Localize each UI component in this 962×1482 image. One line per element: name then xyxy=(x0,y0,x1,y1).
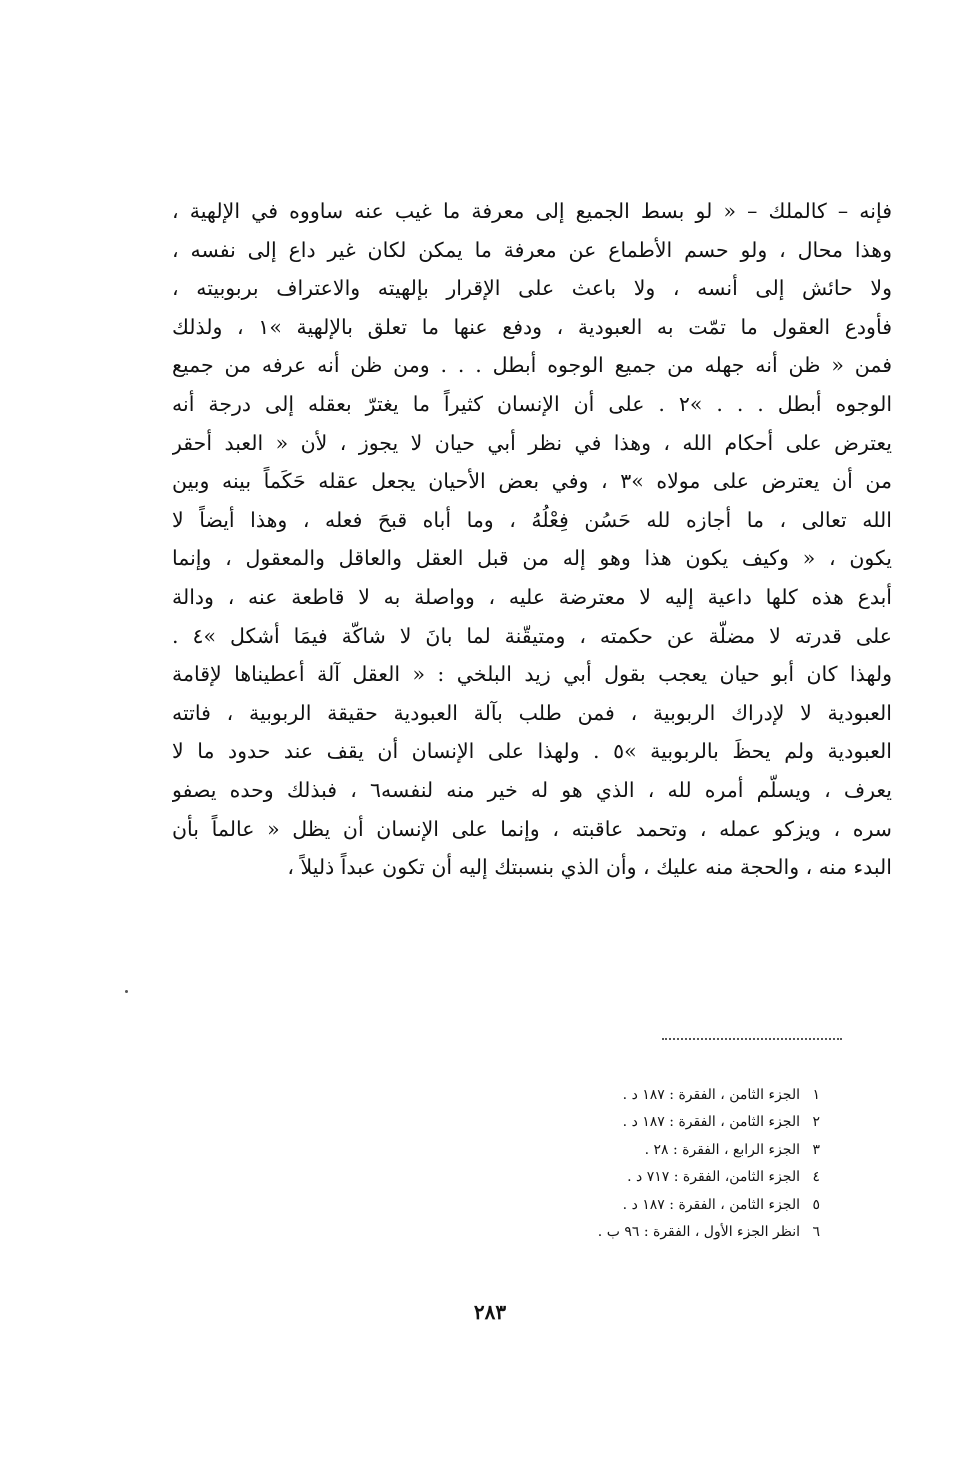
footnote-text: الجزء الرابع ، الفقرة : ٢٨ . xyxy=(644,1141,800,1158)
main-text-block xyxy=(172,192,892,887)
footnote-number: ٦ xyxy=(812,1223,820,1240)
page-number: ٢٨٣ xyxy=(473,1300,507,1324)
text-line-9: الله تعالى ، ما أجازه لله حَسُن فِعْلُهُ ، وما أباه قبحَ فعله ، وهذا أيضاً لا xyxy=(172,507,892,532)
footnote-number: ١ xyxy=(812,1087,820,1103)
text-line-17: سره ، ويزكو عمله ، وتحمد عاقبته ، وإنما على الإنسان أن يظل « عالماً بأن xyxy=(172,816,892,841)
scan-speck xyxy=(125,990,128,993)
footnote-text: انظر الجزء الأول ، الفقرة : ٩٦ ب . xyxy=(597,1223,800,1240)
text-line-12: على قدرته لا مضلّة عن حكمته ، ومتيقّنة لما بانَ لا شاكّة فيمَا أشكل »٤ . xyxy=(172,623,892,648)
footnote-item xyxy=(420,1219,820,1246)
footnote-text: الجزء الثامن ، الفقرة : ١٨٧ د . xyxy=(622,1114,800,1131)
footnote-item xyxy=(420,1082,820,1109)
text-line-7: يعترض على أحكام الله ، وهذا في نظر أبي حيان لا يجوز ، لأن « العبد أحقر xyxy=(172,430,892,455)
footnote-item xyxy=(420,1109,820,1136)
footnote-text: الجزء الثامن ، الفقرة : ١٨٧ د . xyxy=(622,1087,800,1103)
text-line-16: يعرف ، ويسلّم أمره لله ، الذي هو له خير منه لنفسه٦ ، فبذلك وحده يصفو xyxy=(172,777,892,802)
text-line-4: فأودع العقول ما تمّت به العبودية ، ودفع عنها ما تعلق بالإلهية »١ ، ولذلك xyxy=(172,314,892,339)
text-line-5: فمن « ظن أنه جهله من جميع الوجوه أبطل . . . ومن ظن أنه عرفه من جميع xyxy=(172,353,892,378)
footnote-separator xyxy=(662,1038,842,1040)
footnote-item xyxy=(420,1164,820,1191)
text-line-3: ولا حائش إلى أنسه ، ولا باعث على الإقرار بإلهيته والاعتراف بربوبيته ، xyxy=(172,276,892,301)
text-line-18: البدء منه ، والحجة منه عليك ، وأن الذي بنسبتك إليه أن تكون عبداً ذليلاً ، xyxy=(287,855,892,880)
text-line-6: الوجوه أبطل . . . »٢ . على أن الإنسان كثيراً ما يغترّ بعقله إلى درجة أنه xyxy=(172,391,892,416)
footnote-number: ٥ xyxy=(812,1196,820,1213)
text-line-2: وهذا محال ، ولو حسم الأطماع عن معرفة ما يمكن لكان غير داع إلى نفسه ، xyxy=(172,237,892,262)
text-line-15: العبودية ولم يحظَ بالربوبية »٥ . ولهذا على الإنسان أن يقف عند حدود ما لا xyxy=(172,739,892,764)
footnote-text: الجزء الثامن، الفقرة : ٧١٧ د . xyxy=(627,1169,800,1186)
footnote-number: ٤ xyxy=(812,1169,820,1186)
text-line-1: فإنه – كالملك – « لو بسط الجميع إلى معرفة ما غيب عنه ساووه في الإلهية ، xyxy=(172,199,892,223)
footnote-item xyxy=(420,1137,820,1164)
text-line-13: ولهذا كان أبو حيان يعجب بقول أبي زيد البلخي : « العقل آلة أعطيناها لإقامة xyxy=(172,662,892,687)
text-line-11: أبدع هذه كلها داعية إليه لا معترضة عليه ، وواصلة به لا قاطعة عنه ، ودالة xyxy=(172,584,892,609)
text-line-10: يكون ، « وكيف يكون هذا وهو إله من قبل العقل والعاقل والمعقول ، وإنما xyxy=(172,546,892,571)
footnote-number: ٣ xyxy=(812,1141,820,1158)
footnote-item xyxy=(420,1192,820,1219)
footnotes xyxy=(420,1082,820,1246)
text-line-14: العبودية لا لإدراك الربوبية ، فمن طلب بآلة العبودية حقيقة الربوبية ، فاتته xyxy=(172,700,892,725)
footnote-number: ٢ xyxy=(812,1114,820,1131)
text-line-8: من أن يعترض على مولاه »٣ ، وفي بعض الأحيان يجعل عقله حَكَماً بينه وبين xyxy=(172,469,892,494)
footnote-text: الجزء الثامن ، الفقرة : ١٨٧ د . xyxy=(622,1196,800,1213)
